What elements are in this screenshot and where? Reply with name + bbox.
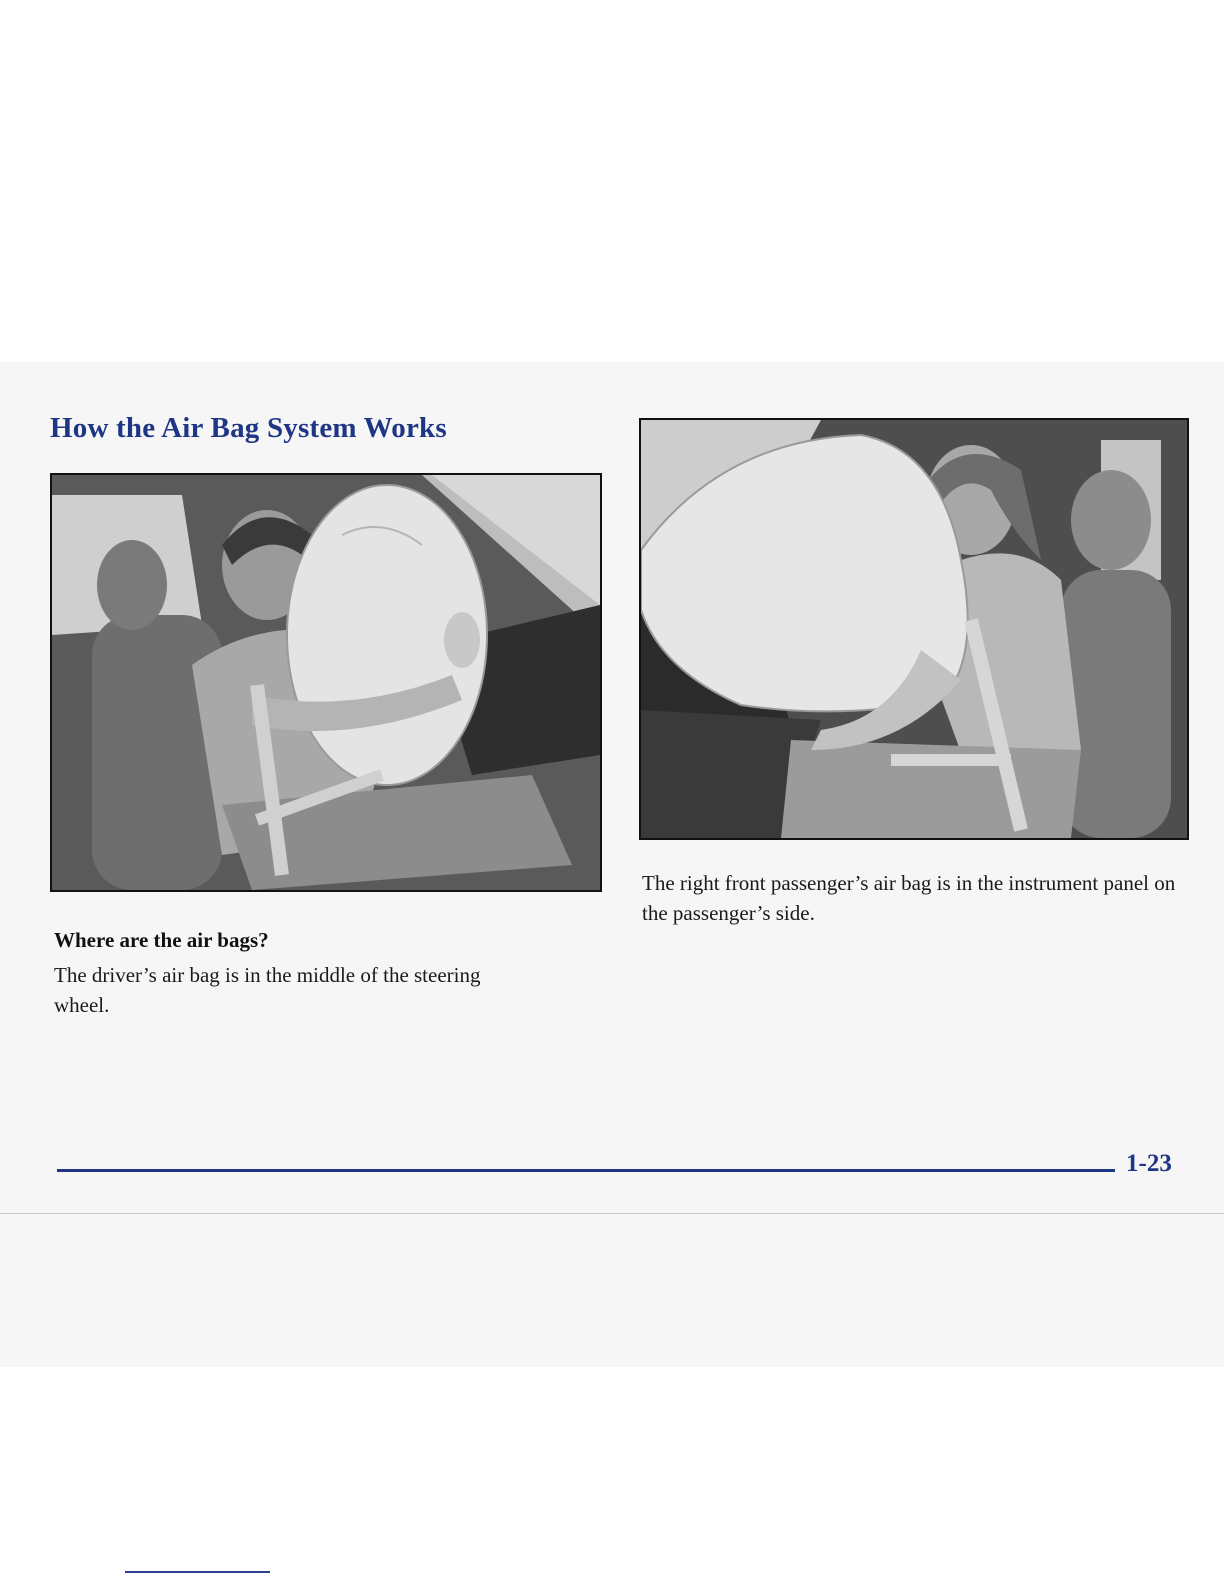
section-title: How the Air Bag System Works <box>50 412 447 444</box>
driver-airbag-illustration <box>50 473 602 892</box>
passenger-airbag-text: The right front passenger’s air bag is in the instrument panel on the passenger’s side. <box>642 871 1176 925</box>
footer-rule <box>57 1169 1115 1172</box>
airbag-location-subheading: Where are the air bags? <box>54 928 269 952</box>
driver-airbag-text: The driver’s air bag is in the middle of the steering wheel. <box>54 963 481 1017</box>
scan-divider <box>0 1213 1224 1214</box>
corner-mark <box>125 1571 270 1573</box>
passenger-airbag-drawing <box>641 420 1187 838</box>
passenger-airbag-illustration <box>639 418 1189 840</box>
page-number: 1-23 <box>1126 1150 1172 1177</box>
driver-airbag-drawing <box>52 475 600 890</box>
